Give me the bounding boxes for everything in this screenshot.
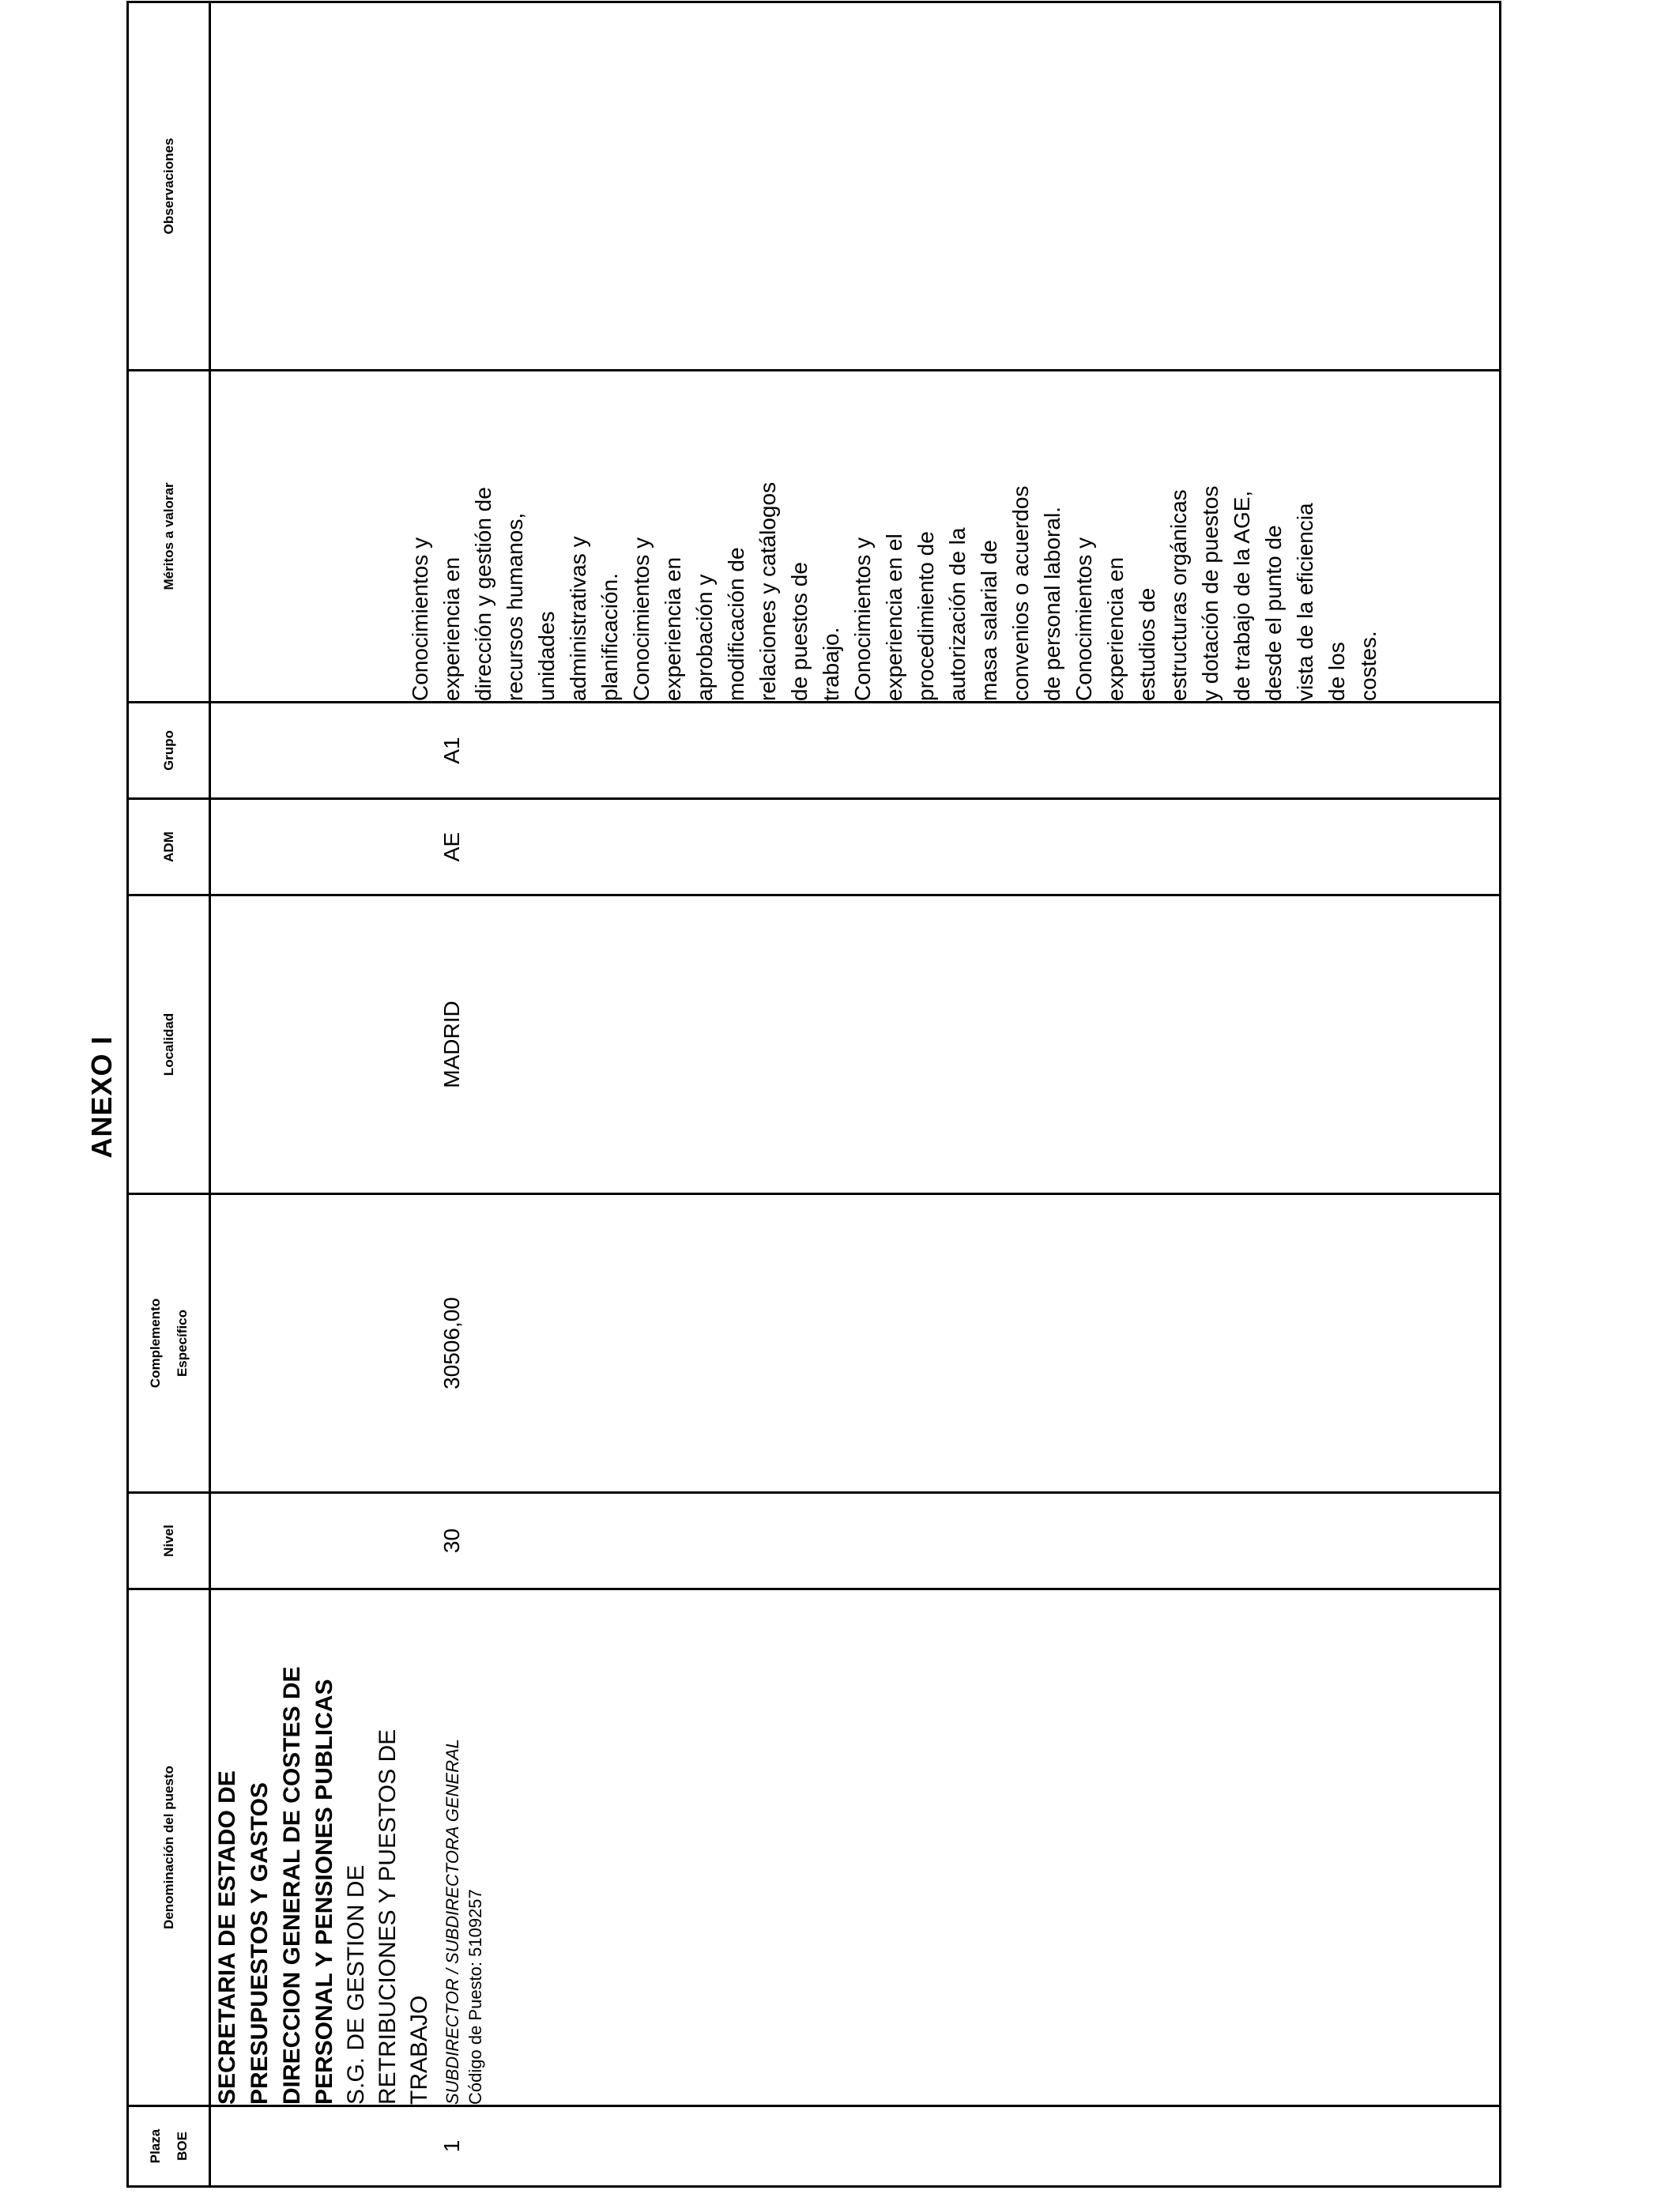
merito-line: de personal laboral.	[1040, 507, 1064, 701]
organization-line: PRESUPUESTOS Y GASTOS	[247, 1782, 273, 2105]
header-boe: BOE	[174, 2132, 190, 2161]
merito-line: convenios o acuerdos	[1008, 485, 1033, 701]
merito-line: experiencia en	[439, 556, 464, 701]
anexo-table	[126, 1, 1501, 2188]
merito-line: de puestos de	[787, 562, 812, 701]
header-complemento-line2: Específico	[174, 1309, 190, 1378]
table-row	[210, 2, 1501, 2187]
merito-line: de trabajo de la AGE,	[1230, 490, 1254, 701]
puesto-name: SUBDIRECTOR / SUBDIRECTORA GENERAL	[443, 1739, 462, 2105]
meritos-text	[405, 371, 1384, 701]
header-observaciones: Observaciones	[128, 2, 210, 371]
merito-line: Conocimientos y	[1072, 537, 1096, 701]
cell-complemento	[210, 1194, 1501, 1493]
unit-line: RETRIBUCIONES Y PUESTOS DE	[375, 1728, 401, 2105]
header-complemento-line1: Complemento	[147, 1298, 163, 1389]
merito-line: modificación de	[724, 547, 748, 701]
adm-value: AE	[439, 831, 464, 862]
cell-grupo	[210, 703, 1501, 799]
merito-line: estudios de	[1135, 587, 1159, 701]
header-denominacion: Denominación del puesto	[128, 1589, 210, 2106]
merito-line: vista de la eficiencia	[1293, 503, 1317, 701]
page-title: ANEXO I	[85, 1035, 118, 1159]
plaza-value: 1	[439, 2139, 464, 2153]
header-plaza: Plaza	[147, 2128, 163, 2164]
merito-line: masa salarial de	[977, 540, 1001, 701]
merito-line: experiencia en	[1103, 556, 1128, 701]
header-complemento	[128, 1194, 210, 1493]
organization-line: DIRECCION GENERAL DE COSTES DE	[279, 1666, 305, 2105]
merito-line: desde el punto de	[1261, 525, 1286, 701]
merito-line: Conocimientos y	[629, 537, 654, 701]
merito-line: estructuras orgánicas	[1166, 489, 1191, 701]
cell-localidad	[210, 895, 1501, 1194]
unit-line: S.G. DE GESTION DE	[343, 1864, 369, 2105]
merito-line: planificación.	[597, 573, 622, 701]
merito-line: costes.	[1356, 631, 1381, 701]
merito-line: Conocimientos y	[850, 537, 875, 701]
complemento-value: 30506,00	[439, 1297, 464, 1389]
merito-line: trabajo.	[819, 627, 843, 701]
merito-line: relaciones y catálogos	[755, 481, 780, 701]
merito-line: aprobación y	[692, 574, 717, 701]
merito-line: unidades	[534, 611, 559, 701]
header-meritos: Méritos a valorar	[128, 371, 210, 703]
organization-line: SECRETARIA DE ESTADO DE	[214, 1770, 240, 2105]
organization-line: PERSONAL Y PENSIONES PUBLICAS	[311, 1679, 337, 2105]
cell-observaciones	[210, 2, 1501, 371]
merito-line: Conocimientos y	[408, 537, 432, 701]
merito-line: experiencia en	[661, 556, 685, 701]
unit-line: TRABAJO	[406, 1995, 432, 2105]
merito-line: procedimiento de	[913, 531, 938, 701]
merito-line: administrativas y	[566, 536, 590, 701]
cell-meritos	[210, 371, 1501, 703]
cell-denominacion	[210, 1589, 1501, 2106]
cell-adm	[210, 799, 1501, 895]
localidad-value: MADRID	[439, 1001, 464, 1088]
merito-line: recursos humanos,	[503, 512, 527, 701]
puesto-code: Código de Puesto: 5109257	[465, 1889, 485, 2105]
header-nivel: Nivel	[128, 1493, 210, 1589]
merito-line: autorización de la	[945, 527, 970, 701]
table-header-row	[128, 2, 210, 2187]
header-plaza-boe	[128, 2106, 210, 2187]
merito-line: experiencia en el	[882, 533, 906, 701]
header-adm: ADM	[128, 799, 210, 895]
cell-nivel	[210, 1493, 1501, 1589]
header-grupo: Grupo	[128, 703, 210, 799]
merito-line: y dotación de puestos	[1198, 485, 1222, 701]
header-localidad: Localidad	[128, 895, 210, 1194]
cell-plaza	[210, 2106, 1501, 2187]
merito-line: de los	[1324, 642, 1349, 701]
merito-line: dirección y gestión de	[471, 487, 495, 701]
nivel-value: 30	[439, 1528, 464, 1554]
grupo-value: A1	[439, 737, 464, 764]
